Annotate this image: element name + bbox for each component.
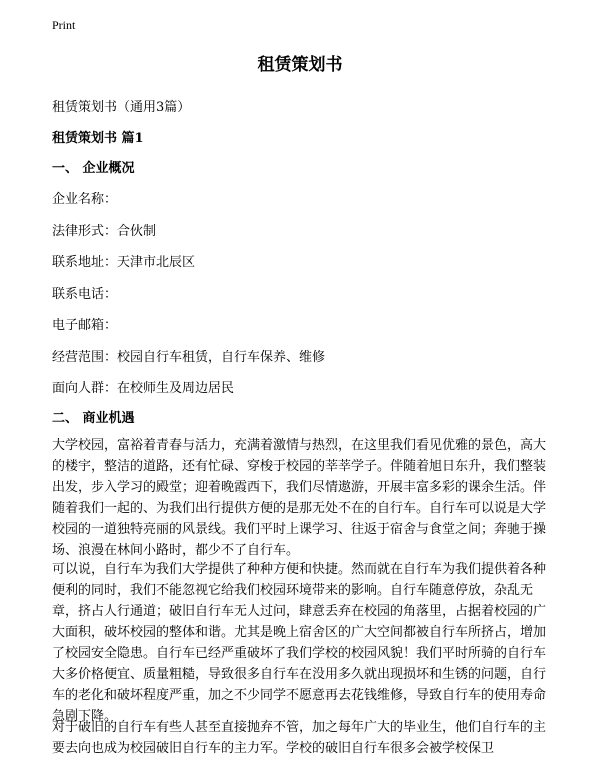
- field-address: 联系地址：天津市北辰区: [52, 255, 196, 270]
- paragraph: 对于破旧的自行车有些人甚至直接抛弃不管，加之每年广大的毕业生，他们自行车的主要去向也成为校园破旧自行车的主力军。学校的破旧自行车很多会被学校保卫: [52, 720, 547, 756]
- field-business-scope: 经营范围：校园自行车租赁，自行车保养、维修: [52, 350, 326, 365]
- field-legal-form: 法律形式：合伙制: [52, 224, 157, 239]
- heading-company-overview: 一、 企业概况: [52, 161, 135, 176]
- print-label[interactable]: Print: [52, 18, 76, 32]
- heading-business-opportunity: 二、 商业机遇: [52, 411, 135, 426]
- paragraph: 大学校园，富裕着青春与活力，充满着激情与热烈，在这里我们看见优雅的景色，高大的楼宇，整洁的道路，还有忙碌、穿梭于校园的莘莘学子。伴随着旭日东升，我们整装出发，步入学习的殿堂；迎着晚霞西下，我们尽情遨游，开展丰富多彩的课余生活。伴随着我们一起的、为我们出行提供方便的是那无处不在的自行车。自行车可以说是大学校园的一道独特亮丽的风景线。我们平时上课学习、往返于宿舍与食堂之间；奔驰于操场、浪漫在林间小路时，都少不了自行车。: [52, 438, 547, 558]
- field-target-audience: 面向人群：在校师生及周边居民: [52, 381, 235, 396]
- field-email: 电子邮箱：: [52, 318, 118, 333]
- document-subtitle: 租赁策划书（通用3篇）: [52, 100, 191, 115]
- page-title: 租赁策划书: [257, 55, 343, 75]
- paragraph: 可以说，自行车为我们大学提供了种种方便和快捷。然而就在自行车为我们提供着各种便利的同时，我们不能忽视它给我们校园环境带来的影响。自行车随意停放，杂乱无章，挤占人行通道；破旧自行车无人过问，肆意丢弃在校园的角落里，占据着校园的广大面积，破坏校园的整体和谐。尤其是晚上宿舍区的广大空间都被自行车所挤占，增加了校园安全隐患。自行车已经严重破坏了我们学校的校园风貌！我们平时所骑的自行车大多价格便宜、质量粗糙，导致很多自行车在没用多久就出现损坏和生锈的问题，自行车的老化和破坏程度严重，加之不少同学不愿意再去花钱维修，导致自行车的使用寿命急剧下降。: [52, 562, 547, 724]
- field-company-name: 企业名称：: [52, 192, 118, 207]
- section-heading: 租赁策划书 篇1: [52, 131, 144, 146]
- field-phone: 联系电话：: [52, 287, 118, 302]
